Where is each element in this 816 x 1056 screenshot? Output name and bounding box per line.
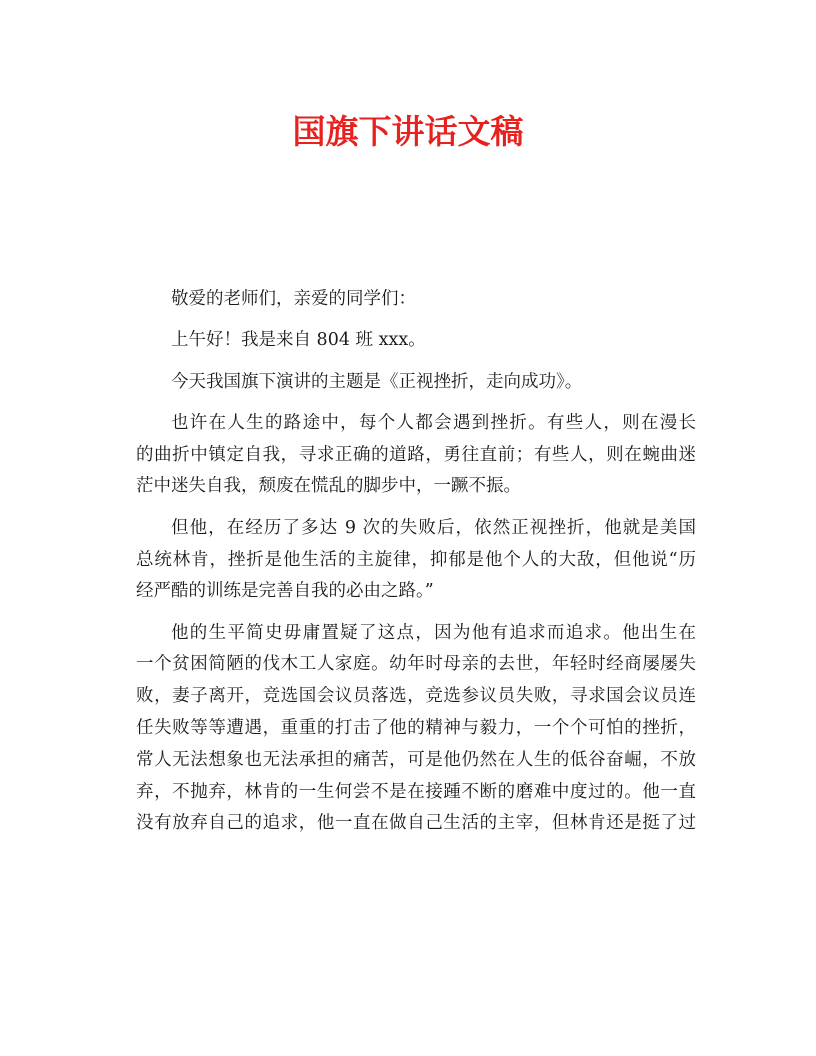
paragraph-topic (136, 367, 696, 399)
text-line: 一个贫困简陋的伐木工人家庭。幼年时母亲的去世，年轻时经商屡屡失 (136, 654, 696, 675)
text-line: 任失败等等遭遇，重重的打击了他的精神与毅力，一个个可怕的挫折， (136, 718, 696, 739)
text-line: 常人无法想象也无法承担的痛苦，可是他仍然在人生的低谷奋崛，不放 (136, 749, 696, 770)
text-line: 总统林肯，挫折是他生活的主旋律，抑郁是他个人的大敌，但他说“历 (136, 549, 696, 570)
paragraph-greeting (136, 284, 696, 316)
paragraph-setbacks (136, 408, 696, 503)
text-line: 他的生平简史毋庸置疑了这点，因为他有追求而追求。他出生在 (171, 622, 696, 643)
text-line: 的曲折中镇定自我，寻求正确的道路，勇往直前；有些人，则在蜿曲迷 (136, 444, 696, 465)
text-line: 败，妻子离开，竞选国会议员落选，竞选参议员失败，寻求国会议员连 (136, 686, 696, 707)
document-body (136, 284, 696, 850)
text-line: 今天我国旗下演讲的主题是《正视挫折，走向成功》。 (171, 371, 583, 392)
paragraph-intro (136, 325, 696, 357)
paragraph-lincoln-life (136, 618, 696, 841)
paragraph-lincoln-quote (136, 513, 696, 608)
text-line: 但他，在经历了多达 9 次的失败后，依然正视挫折，他就是美国 (171, 517, 696, 538)
text-line: 也许在人生的路途中，每个人都会遇到挫折。有些人，则在漫长 (171, 412, 696, 433)
text-line: 没有放弃自己的追求，他一直在做自己生活的主宰，但林肯还是挺了过 (136, 813, 696, 834)
text-line: 弃，不抛弃，林肯的一生何尝不是在接踵不断的磨难中度过的。他一直 (136, 781, 696, 802)
text-line: 敬爱的老师们，亲爱的同学们： (171, 289, 416, 309)
text-line: 经严酷的训练是完善自我的必由之路。” (136, 581, 434, 602)
text-line: 茫中迷失自我，颓废在慌乱的脚步中，一蹶不振。 (136, 476, 521, 497)
text-line: 上午好！我是来自 804 班 xxx。 (171, 330, 426, 351)
document-title: 国旗下讲话文稿 (292, 112, 524, 151)
